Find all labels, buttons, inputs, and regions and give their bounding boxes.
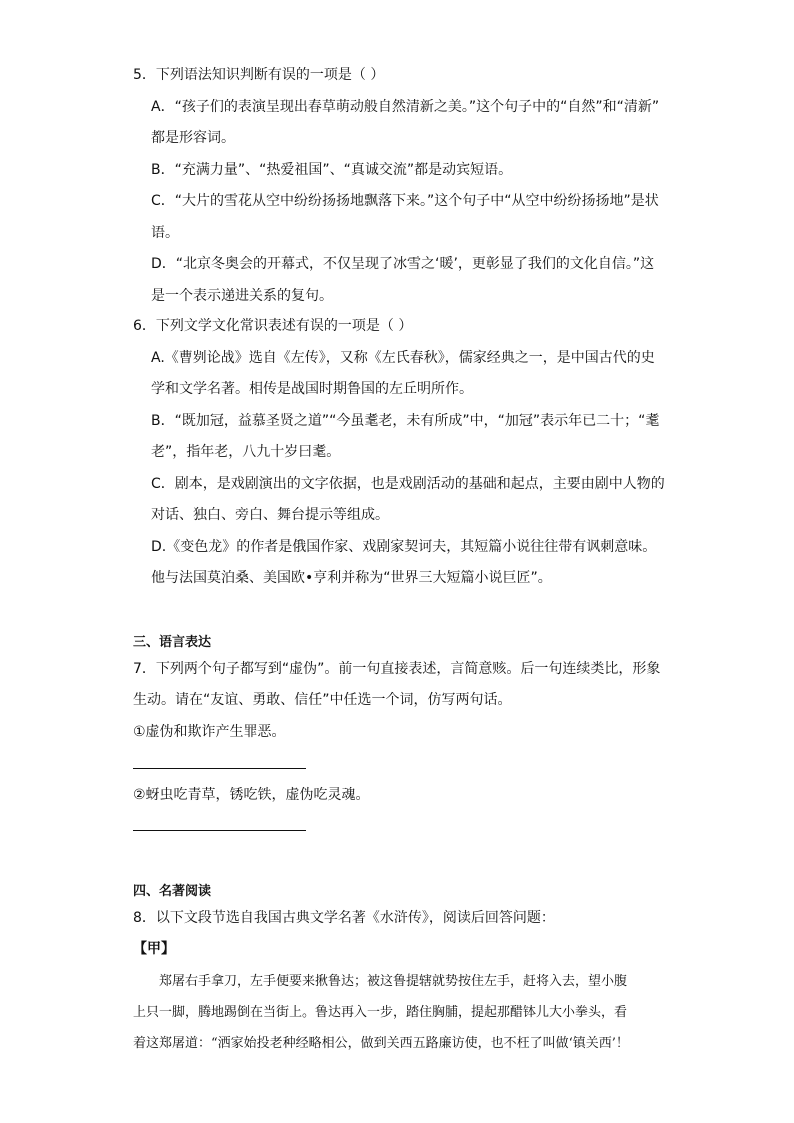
q5-option-a-line2: 都是形容词。: [151, 130, 235, 146]
q5-option-d-line1: D．“北京冬奥会的开幕式，不仅呈现了冰雪之‘暖’，更彰显了我们的文化自信。”这: [151, 256, 655, 272]
q7-stem-line2: 生动。请在“友谊、勇敢、信任”中任选一个词，仿写两句话。: [133, 692, 512, 708]
q6-option-d-line2: 他与法国莫泊桑、美国欧•亨利并称为“世界三大短篇小说巨匠”。: [151, 570, 552, 586]
q5-option-c-line1: C．“大片的雪花从空中纷纷扬扬地飘落下来。”这个句子中“从空中纷纷扬扬地”是状: [151, 193, 659, 209]
answer-blank-1[interactable]: [133, 768, 306, 769]
q5-option-b: B．“充满力量”、“热爱祖国”、“真诚交流”都是动宾短语。: [151, 162, 513, 178]
q5-option-d-line2: 是一个表示递进关系的复句。: [151, 288, 333, 304]
q5-stem: 5．下列语法知识判断有误的一项是（ ）: [133, 67, 385, 83]
q6-option-b-line2: 老”，指年老，八九十岁曰耄。: [151, 444, 341, 460]
q6-option-c-line1: C．剧本，是戏剧演出的文字依据，也是戏剧活动的基础和起点，主要由剧中人物的: [151, 476, 665, 492]
passage-label-jia: 【甲】: [133, 941, 175, 957]
passage-line-3: 着这郑屠道：“洒家始投老种经略相公，做到关西五路廉访使，也不枉了叫做‘镇关西’！: [133, 1036, 629, 1051]
passage-line-1: 郑屠右手拿刀，左手便要来揪鲁达；被这鲁提辖就势按住左手，赶将入去，望小腹: [159, 974, 628, 989]
q6-option-d-line1: D.《变色龙》的作者是俄国作家、戏剧家契诃夫，其短篇小说往往带有讽刺意味。: [151, 539, 657, 555]
q7-sentence-1: ①虚伪和欺诈产生罪恶。: [133, 724, 286, 740]
q8-stem: 8．以下文段节选自我国古典文学名著《水浒传》，阅读后回答问题：: [133, 910, 555, 926]
q6-option-a-line1: A.《曹刿论战》选自《左传》，又称《左氏春秋》，儒家经典之一，是中国古代的史: [151, 350, 655, 366]
passage-line-2: 上只一脚，腾地踢倒在当街上。鲁达再入一步，踏住胸脯，提起那醋钵儿大小拳头，看: [133, 1005, 628, 1020]
q7-stem-line1: 7．下列两个句子都写到“虚伪”。前一句直接表述，言简意赅。后一句连续类比，形象: [133, 661, 661, 677]
q5-option-c-line2: 语。: [151, 225, 179, 241]
q6-option-a-line2: 学和文学名著。相传是战国时期鲁国的左丘明所作。: [151, 381, 473, 397]
q6-option-b-line1: B．“既加冠，益慕圣贤之道”“今虽耄老，未有所成”中，“加冠”表示年已二十；“耄: [151, 413, 660, 429]
section-4-title: 四、名著阅读: [133, 884, 212, 899]
q5-option-a-line1: A．“孩子们的表演呈现出春草萌动般自然清新之美。”这个句子中的“自然”和“清新”: [151, 99, 660, 115]
q7-sentence-2: ②蚜虫吃青草，锈吃铁，虚伪吃灵魂。: [133, 787, 370, 803]
q6-stem: 6．下列文学文化常识表述有误的一项是（ ）: [133, 318, 413, 334]
answer-blank-2[interactable]: [133, 830, 306, 831]
section-3-title: 三、语言表达: [133, 635, 212, 650]
q6-option-c-line2: 对话、独白、旁白、舞台提示等组成。: [151, 507, 389, 523]
